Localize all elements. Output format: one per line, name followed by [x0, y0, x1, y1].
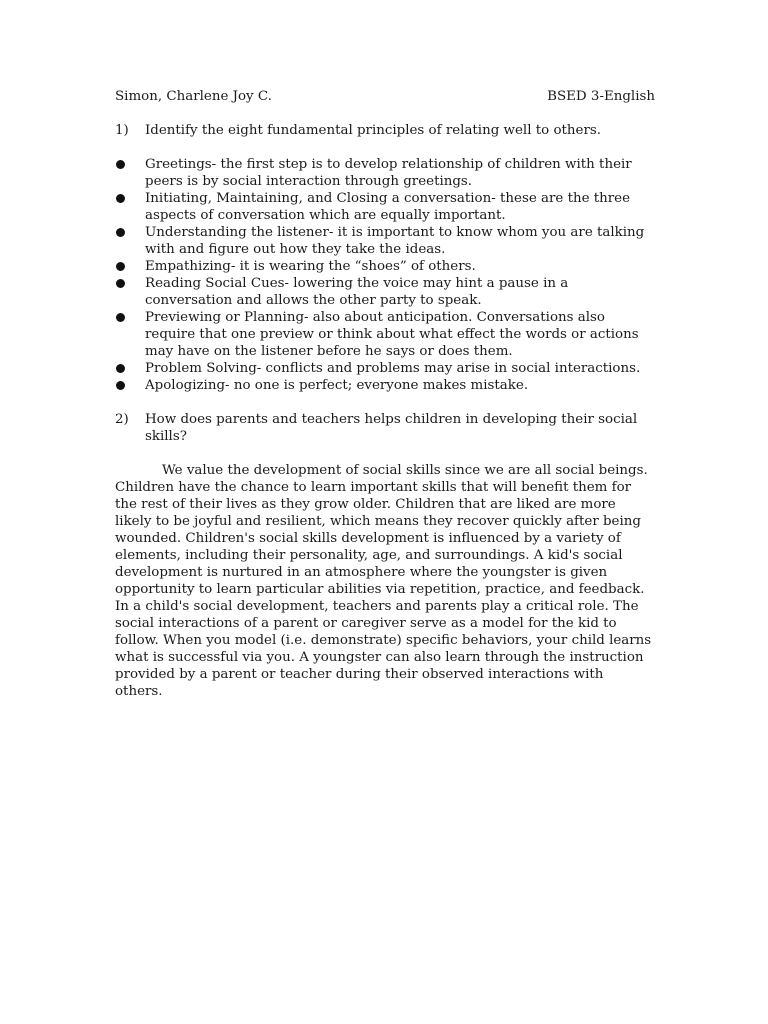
- bullet-icon: [115, 275, 145, 309]
- list-item: [115, 258, 655, 275]
- bullet-icon: [115, 309, 145, 360]
- list-item-text: Problem Solving- conflicts and problems may arise in social interactions.: [145, 361, 641, 376]
- list-item: [115, 275, 655, 309]
- essay-paragraph: We value the development of social skills since we are all social beings. Children have the chance to learn important skills that will benefit them for the rest of their lives as they grow older. Children that are liked are more likely to be joyful and resilient, which means they recover quickly after being wounded. Children's social skills development is influenced by a variety of elements, including their personality, age, and surroundings. A kid's social development is nurtured in an atmosphere where the youngster is given opportunity to learn particular abilities via repetition, practice, and feedback. In a child's social development, teachers and parents play a critical role. The social interactions of a parent or caregiver serve as a model for the kid to follow. When you model (i.e. demonstrate) specific behaviors, your child learns what is successful via you. A youngster can also learn through the instruction provided by a parent or teacher during their observed interactions with others.: [115, 463, 652, 699]
- list-item: [115, 190, 655, 224]
- student-name: Simon, Charlene Joy C.: [115, 89, 272, 104]
- question-2: [115, 411, 655, 445]
- question-text: How does parents and teachers helps children in developing their social skills?: [145, 412, 638, 444]
- list-item-text: Understanding the listener- it is important to know whom you are talking with and figure out how they take the ideas.: [145, 225, 645, 257]
- bullet-icon: [115, 360, 145, 377]
- list-item-text: Previewing or Planning- also about anticipation. Conversations also require that one preview or think about what effect the words or actions may have on the listener before he says or does them.: [145, 310, 639, 359]
- list-item-text: Reading Social Cues- lowering the voice may hint a pause in a conversation and allows the other party to speak.: [145, 276, 569, 308]
- question-1: [115, 122, 655, 139]
- list-item: [115, 377, 655, 394]
- list-item: [115, 224, 655, 258]
- bullet-icon: [115, 190, 145, 224]
- question-number: 2): [115, 412, 129, 427]
- list-item-text: Greetings- the first step is to develop relationship of children with their peers is by social interaction through greetings.: [145, 157, 632, 189]
- list-item-text: Empathizing- it is wearing the “shoes” of others.: [145, 259, 476, 274]
- principles-list: [115, 156, 655, 394]
- question-text: Identify the eight fundamental principles of relating well to others.: [145, 123, 601, 138]
- list-item: [115, 360, 655, 377]
- question-number: 1): [115, 123, 129, 138]
- bullet-icon: [115, 156, 145, 190]
- document-page: [115, 88, 655, 713]
- bullet-icon: [115, 377, 145, 394]
- course-label: BSED 3-English: [547, 89, 655, 104]
- list-item: [115, 309, 655, 360]
- list-item-text: Apologizing- no one is perfect; everyone makes mistake.: [145, 378, 529, 393]
- list-item: [115, 156, 655, 190]
- document-header: [115, 88, 655, 105]
- bullet-icon: [115, 258, 145, 275]
- bullet-icon: [115, 224, 145, 258]
- list-item-text: Initiating, Maintaining, and Closing a conversation- these are the three aspects of conversation which are equally important.: [145, 191, 631, 223]
